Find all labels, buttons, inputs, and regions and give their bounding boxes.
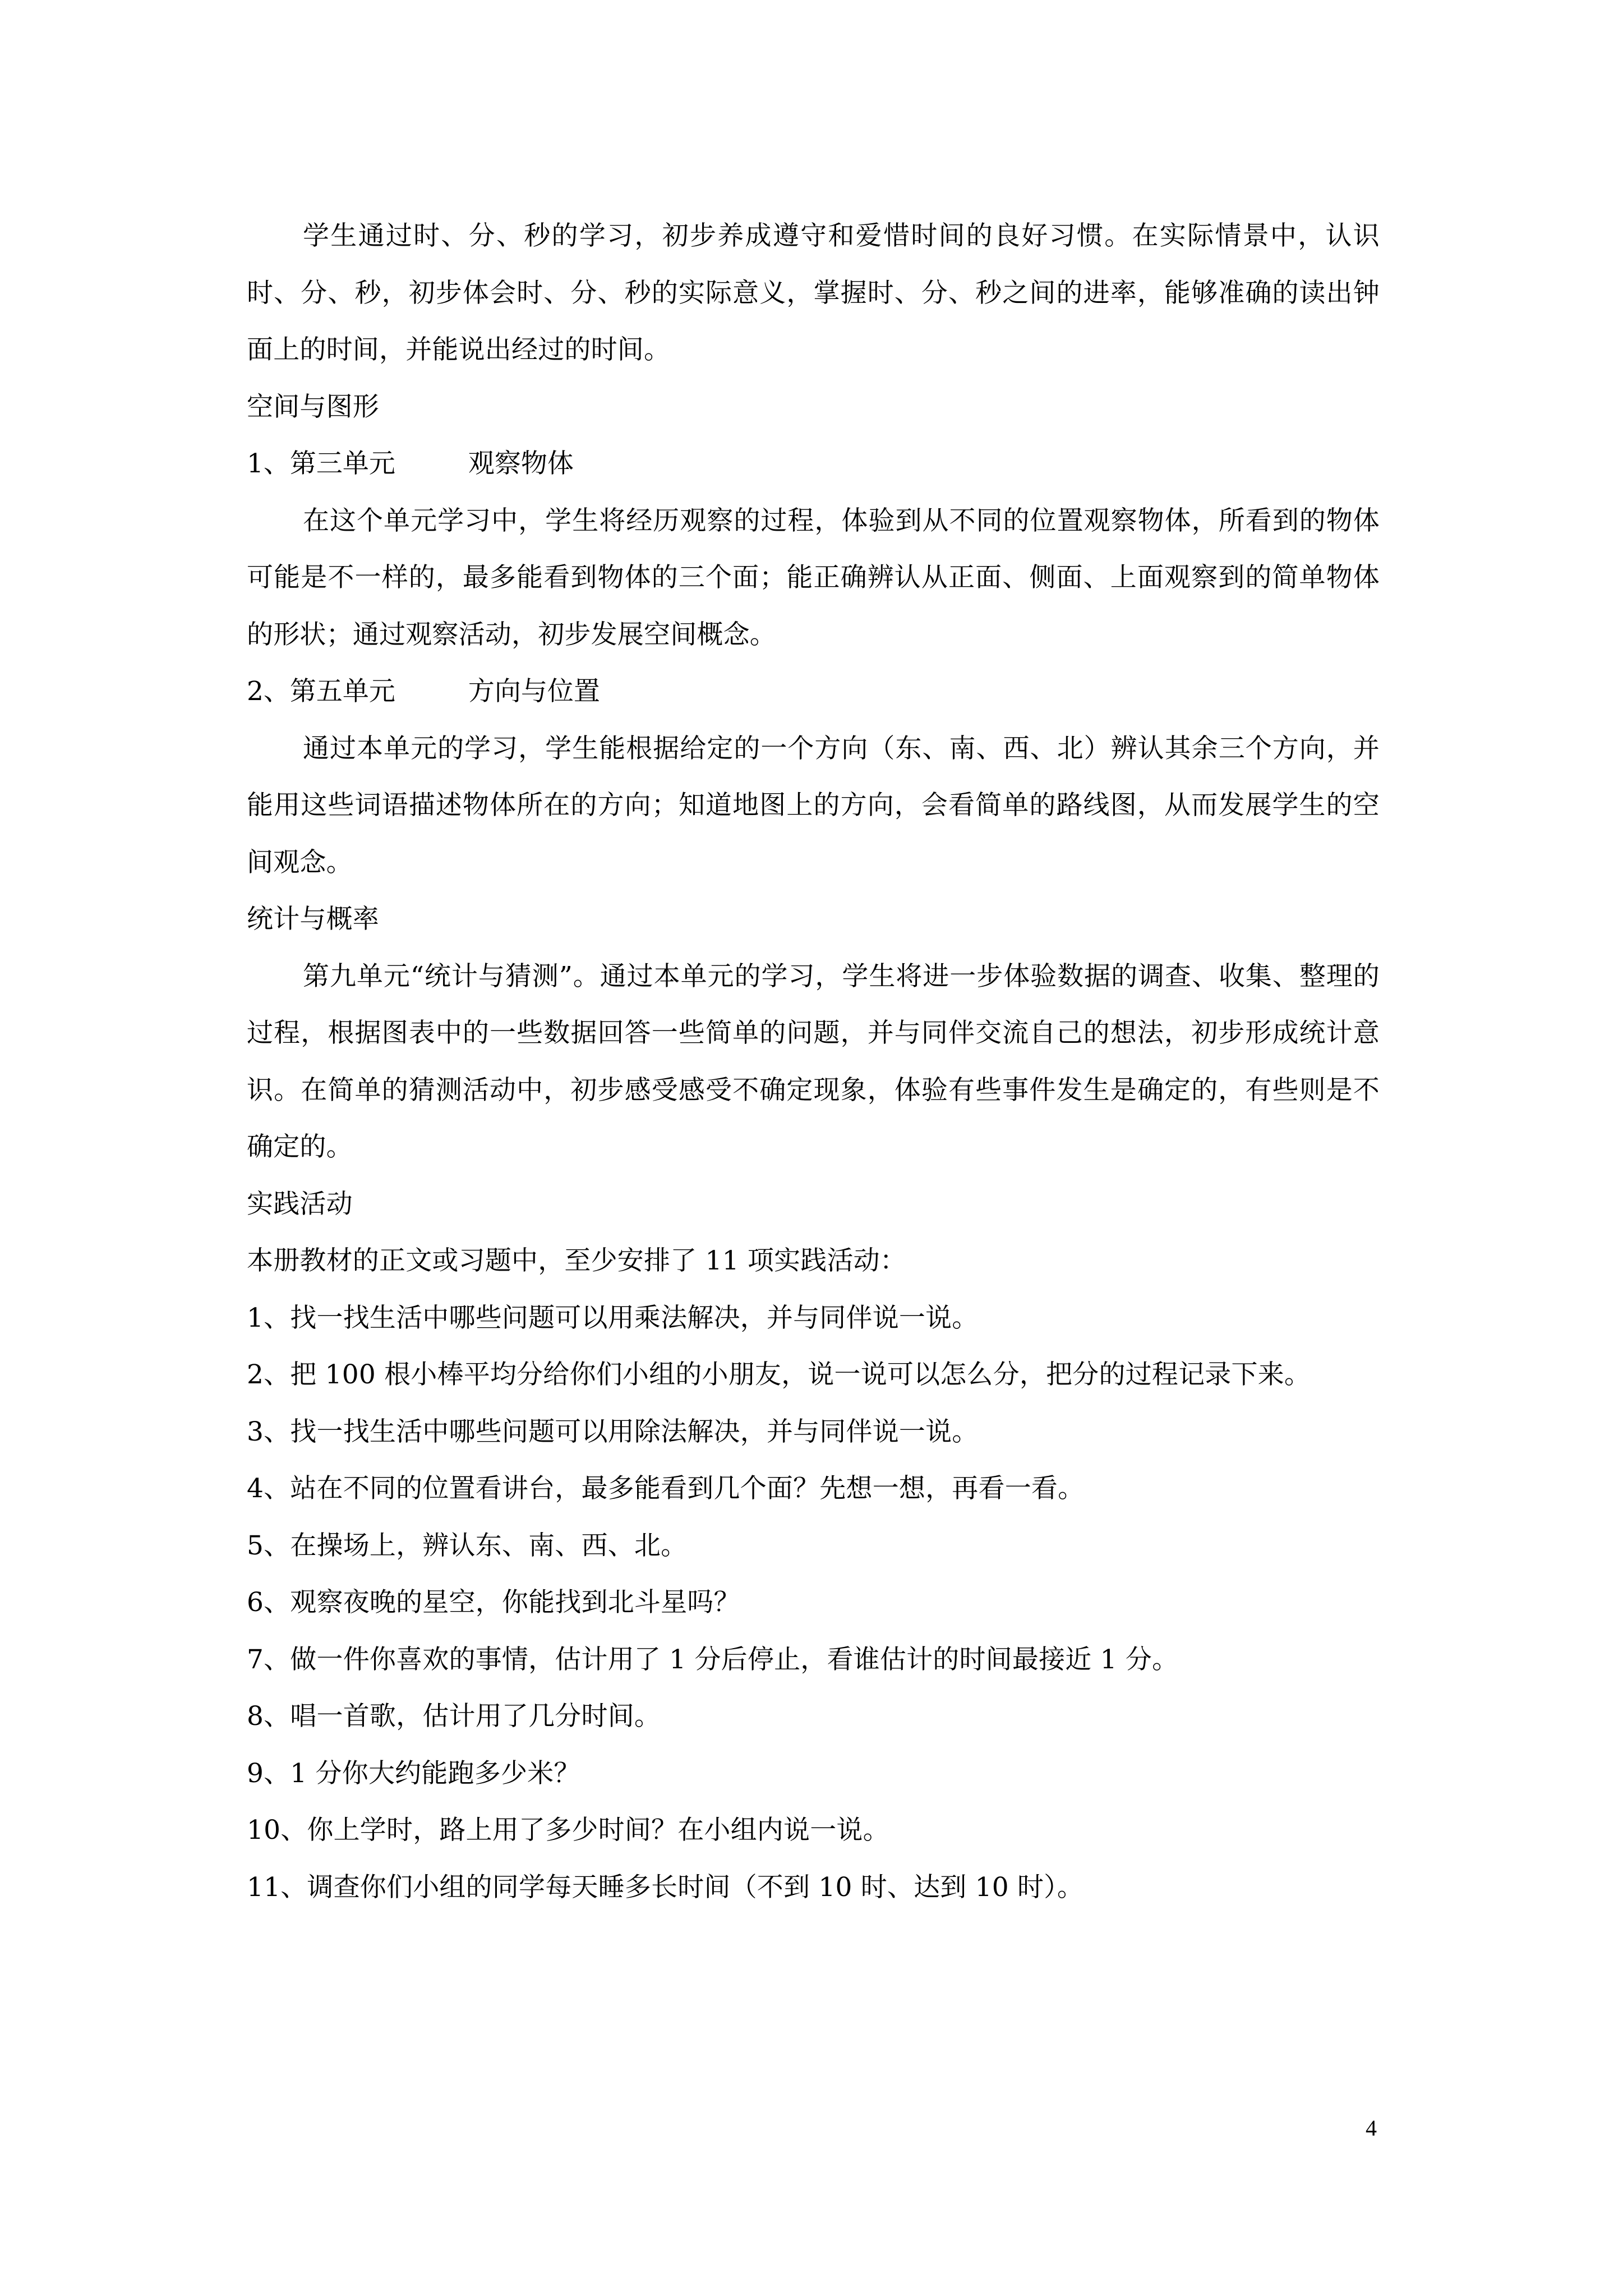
section-title-statistics: 统计与概率	[247, 904, 379, 935]
unit-title: 方向与位置	[468, 676, 600, 707]
activity-item: 9、1 分你大约能跑多少米？	[247, 1757, 580, 1789]
unit-description-observing-objects: 在这个单元学习中，学生将经历观察的过程，体验到从不同的位置观察物体，所看到的物体可能是不一样的，最多能看到物体的三个面；能正确辨认从正面、侧面、上面观察到的简单物体的形状；通过观察活动，初步发展空间概念。	[247, 505, 1380, 650]
unit-heading-observing-objects	[247, 435, 1380, 493]
activity-item: 6、观察夜晚的星空，你能找到北斗星吗？	[247, 1587, 740, 1618]
intro-paragraph: 学生通过时、分、秒的学习，初步养成遵守和爱惜时间的良好习惯。在实际情景中，认识时、分、秒，初步体会时、分、秒的实际意义，掌握时、分、秒之间的进率，能够准确的读出钟面上的时间，并能说出经过的时间。	[247, 220, 1380, 365]
activity-item: 4、站在不同的位置看讲台，最多能看到几个面？先想一想，再看一看。	[247, 1473, 1085, 1504]
activity-item: 8、唱一首歌，估计用了几分时间。	[247, 1701, 661, 1732]
activity-item: 5、在操场上，辨认东、南、西、北。	[247, 1530, 688, 1561]
activity-item: 7、做一件你喜欢的事情，估计用了 1 分后停止，看谁估计的时间最接近 1 分。	[247, 1644, 1179, 1675]
activity-item: 10、你上学时，路上用了多少时间？在小组内说一说。	[247, 1815, 889, 1846]
activity-item: 1、找一找生活中哪些问题可以用乘法解决，并与同伴说一说。	[247, 1302, 979, 1333]
practice-intro: 本册教材的正文或习题中，至少安排了 11 项实践活动：	[247, 1245, 907, 1276]
unit-number: 1、第三单元	[247, 448, 395, 479]
section-title-practice: 实践活动	[247, 1188, 353, 1220]
unit-heading-direction-and-position	[247, 663, 1380, 720]
page-content	[247, 208, 1380, 1916]
section-title-space-and-shapes: 空间与图形	[247, 391, 379, 422]
page-number: 4	[1366, 2115, 1377, 2141]
statistics-description: 第九单元“统计与猜测”。通过本单元的学习，学生将进一步体验数据的调查、收集、整理的过程，根据图表中的一些数据回答一些简单的问题，并与同伴交流自己的想法，初步形成统计意识。在简单的猜测活动中，初步感受感受不确定现象，体验有些事件发生是确定的，有些则是不确定的。	[247, 960, 1380, 1162]
activity-item: 3、找一找生活中哪些问题可以用除法解决，并与同伴说一说。	[247, 1416, 979, 1447]
unit-number: 2、第五单元	[247, 676, 395, 707]
activity-item: 11、调查你们小组的同学每天睡多长时间（不到 10 时、达到 10 时）。	[247, 1871, 1084, 1903]
unit-description-direction-and-position: 通过本单元的学习，学生能根据给定的一个方向（东、南、西、北）辨认其余三个方向，并能用这些词语描述物体所在的方向；知道地图上的方向，会看简单的路线图，从而发展学生的空间观念。	[247, 733, 1380, 878]
activity-item: 2、把 100 根小棒平均分给你们小组的小朋友，说一说可以怎么分，把分的过程记录下来。	[247, 1359, 1311, 1390]
unit-title: 观察物体	[468, 448, 574, 479]
